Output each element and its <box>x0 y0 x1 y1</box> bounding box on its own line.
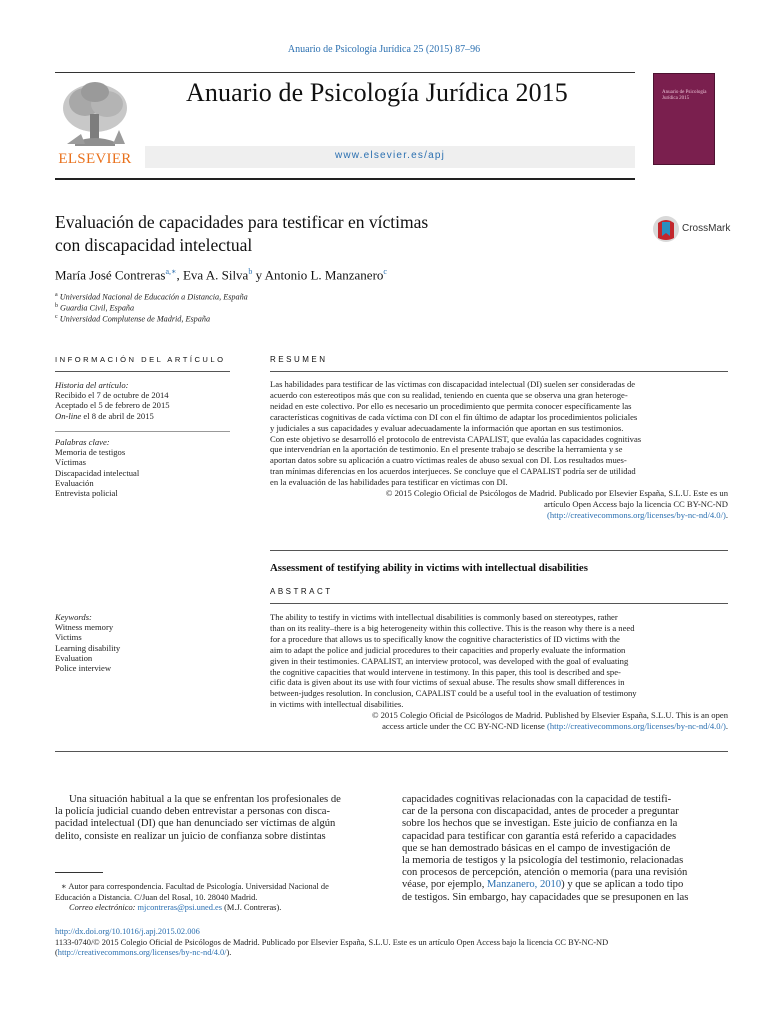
history-online-date: el 8 de abril de 2015 <box>81 410 154 421</box>
affiliation-text: Guardia Civil, España <box>60 303 135 313</box>
abstract-license-link[interactable]: (http://creativecommons.org/licenses/by-nc-nd/4.0/) <box>547 721 726 732</box>
body-line: pacidad intelectual (DI) que han denunciado ser víctimas de algún <box>55 818 336 830</box>
history-online <box>55 411 170 421</box>
resumen-line: neidad en este colectivo. Por ello es necesario un procedimiento que permita conocer específicamente las <box>270 400 632 411</box>
author-separator: , <box>176 267 183 283</box>
crossmark-icon <box>652 214 680 244</box>
history-received: Recibido el 7 de octubre de 2014 <box>55 390 169 401</box>
body-line: car de la persona con discapacidad, antes de proceder a preguntar <box>402 806 679 818</box>
resumen-rule <box>270 371 728 372</box>
keyword: Learning disability <box>55 642 121 653</box>
resumen-license-end: . <box>725 509 728 520</box>
keyword: Evaluación <box>55 477 94 488</box>
author-affiliation-marker[interactable]: a,∗ <box>165 267 177 276</box>
citation-suffix: ) y que se aplican a todo tipo <box>561 879 684 891</box>
abstract-line: The ability to testify in victims with intellectual disabilities is commonly based on stereotypes, rather <box>270 612 618 622</box>
abstract-license-text: access article under the CC BY-NC-ND license <box>382 721 547 732</box>
article-history <box>55 380 170 421</box>
resumen-license-link[interactable]: (http://creativecommons.org/licenses/by-nc-nd/4.0/) <box>547 509 726 520</box>
affiliation <box>55 314 210 324</box>
email-suffix: (M.J. Contreras). <box>222 903 282 912</box>
email-link[interactable]: mjcontreras@psi.uned.es <box>137 903 223 912</box>
abstract-section-rule <box>270 550 728 551</box>
abstract-line: given in their testimonies. CAPALIST, an interview protocol, was developed with the goal of evaluating <box>270 655 629 666</box>
resumen-line: aportan datos sobre su aplicación a cuatro víctimas reales de abuso sexual con DI. Los resultados mues- <box>270 455 627 466</box>
body-line: con procesos de percepción, atención o memoria (para una revisión <box>402 867 688 879</box>
author-affiliation-marker[interactable]: c <box>383 267 387 276</box>
affiliation <box>55 303 134 313</box>
info-divider <box>55 431 230 432</box>
body-left-column <box>55 794 380 843</box>
body-right-column <box>402 794 728 904</box>
email-label: Correo electrónico: <box>69 903 138 912</box>
resumen-line: acuerdo con estereotipos más que con su realidad, teniendo en cuenta que se observa una gran heteroge- <box>270 389 628 400</box>
citation-prefix: véase, por ejemplo, <box>402 879 488 891</box>
citation-link[interactable]: Manzanero, 2010 <box>487 879 562 891</box>
body-line <box>402 879 728 891</box>
article-title <box>55 211 428 257</box>
abstract-line: for a procedure that allows us to specifically know the cognitive characteristics of ID victims with the <box>270 633 620 644</box>
keyword: Víctimas <box>55 457 87 468</box>
journal-cover-thumbnail <box>653 73 715 165</box>
abstract-line: in victims with intellectual disabilities. <box>270 699 404 710</box>
resumen-line: que intervendrían en la aportación de testimonio. En el presente trabajo se describe la herramienta y se <box>270 444 623 455</box>
elsevier-wordmark: ELSEVIER <box>58 151 132 167</box>
body-line: de testigos. Sin embargo, hay capacidades que se presuponen en las <box>402 891 689 903</box>
author-name: Antonio L. Manzanero <box>264 267 384 283</box>
abstract-body <box>270 612 728 732</box>
resumen-line: tran mínimas diferencias en los acuerdos interjueces. Se concluye que el CAPALIST podría ser de utilidad <box>270 466 636 477</box>
header-bottom-rule <box>55 178 635 180</box>
body-line: capacidad para testificar con garantía está referido a capacidades <box>402 830 677 842</box>
resumen-license <box>270 510 728 521</box>
article-title-line-1: Evaluación de capacidades para testificar en víctimas <box>55 212 429 232</box>
author-separator: y <box>252 267 265 283</box>
history-accepted: Aceptado el 5 de febrero de 2015 <box>55 400 170 411</box>
affiliation-text: Universidad Complutense de Madrid, España <box>59 314 211 324</box>
affiliation-marker: b <box>55 303 58 309</box>
resumen-heading: RESUMEN <box>270 355 328 364</box>
footnote-line: ∗ Autor para correspondencia. Facultad de Psicología. Universidad Nacional de <box>61 882 329 891</box>
affiliation-text: Universidad Nacional de Educación a Distancia, España <box>59 292 248 302</box>
body-line: sobre los hechos que se investigan. Este juicio de confianza en la <box>402 818 678 830</box>
resumen-line: y judiciales a sus capacidades y evaluar adecuadamente la información que aportan en sus testimonios. <box>270 422 624 433</box>
author-list <box>55 267 387 283</box>
abstract-heading: ABSTRACT <box>270 587 333 596</box>
correspondence-footnote <box>55 882 385 914</box>
crossmark-label: CrossMark <box>682 223 731 234</box>
history-label: Historia del artículo: <box>55 380 129 390</box>
keyword: Witness memory <box>55 622 114 633</box>
abstract-bottom-rule <box>55 751 728 752</box>
abstract-copyright-2 <box>270 721 728 732</box>
keywords-es <box>55 437 139 498</box>
info-rule <box>55 371 230 372</box>
keywords-en-label: Keywords: <box>55 612 92 622</box>
abstract-line: than on its reality–there is a big heterogeneity within this collective. This is the reason why there is a need <box>270 622 635 633</box>
affiliation <box>55 292 248 302</box>
license-open: ( <box>55 948 58 957</box>
journal-url[interactable]: www.elsevier.es/apj <box>334 150 446 161</box>
article-info-heading: INFORMACIÓN DEL ARTÍCULO <box>55 355 226 364</box>
keyword: Entrevista policial <box>55 488 118 499</box>
author-affiliation-marker[interactable]: b <box>248 267 253 276</box>
author-name: María José Contreras <box>55 267 166 283</box>
resumen-line: en la evaluación de las habilidades para testificar en víctimas con DI. <box>270 477 508 488</box>
journal-title: Anuario de Psicología Jurídica 2015 <box>186 78 568 107</box>
resumen-line: Las habilidades para testificar de las víctimas con discapacidad intelectual (DI) suelen ser consideradas de <box>270 379 636 389</box>
resumen-body <box>270 379 728 521</box>
doi-link[interactable]: http://dx.doi.org/10.1016/j.apj.2015.02.006 <box>55 927 200 936</box>
abstract-rule <box>270 603 728 604</box>
resumen-copyright-2: artículo Open Access bajo la licencia CC BY-NC-ND <box>543 498 728 509</box>
footnote-line: Educación a Distancia. C/Juan del Rosal, 10. 28040 Madrid. <box>55 892 258 902</box>
doi-block <box>55 927 728 959</box>
body-line: delito, consiste en realizar un juicio de confianza sobre distintas <box>55 830 326 842</box>
header-top-rule <box>55 72 635 73</box>
body-line: Una situación habitual a la que se enfrentan los profesionales de <box>69 794 341 805</box>
issn-line: 1133-0740/© 2015 Colegio Oficial de Psicólogos de Madrid. Publicado por Elsevier España, S.L.U. Este es un artículo Open Access bajo la licencia CC BY-NC-ND <box>55 937 609 947</box>
journal-url-band <box>145 146 635 168</box>
history-online-prefix: On-line <box>55 410 82 421</box>
abstract-line: aim to adapt the police and judicial procedures to their capacities and properly evaluate the information <box>270 644 626 655</box>
body-line: capacidades cognitivas relacionadas con la capacidad de testifi- <box>402 794 672 805</box>
affiliation-marker: c <box>55 314 58 320</box>
abstract-line: the cognitive capacities that would intervene in testimony. In this paper, this tool is described and spe- <box>270 666 621 677</box>
keyword: Victims <box>55 632 82 643</box>
keyword: Discapacidad intelectual <box>55 467 140 478</box>
body-line: que se han demostrado básicas en el campo de investigación de <box>402 842 671 854</box>
body-line: la policía judicial cuando deben entrevistar a personas con disca- <box>55 806 331 818</box>
body-line: la memoria de testigos y la psicología del testimonio, relacionadas <box>402 855 684 867</box>
author-name: Eva A. Silva <box>182 267 249 283</box>
journal-reference[interactable]: Anuario de Psicología Jurídica 25 (2015) 87–96 <box>287 44 481 55</box>
keywords-es-label: Palabras clave: <box>55 437 110 447</box>
license-link[interactable]: http://creativecommons.org/licenses/by-nc-nd/4.0/ <box>57 948 227 957</box>
abstract-line: cific data is given about its use with four victims of sexual abuse. The results show small differences in <box>270 677 625 688</box>
keyword: Police interview <box>55 663 112 674</box>
resumen-line: Con este objetivo se desarrolló el protocolo de entrevista CAPALIST, que evalúa las capacidades cognitivas <box>270 433 642 444</box>
license-close: ). <box>226 948 232 957</box>
abstract-license-end: . <box>725 721 728 732</box>
keyword: Memoria de testigos <box>55 447 126 458</box>
keyword: Evaluation <box>55 652 93 663</box>
affiliation-marker: a <box>55 292 58 298</box>
keywords-en <box>55 612 120 673</box>
cover-title: Anuario de Psicología Jurídica 2015 <box>662 90 707 101</box>
crossmark-badge[interactable] <box>652 214 742 244</box>
article-title-line-2: con discapacidad intelectual <box>55 235 253 255</box>
resumen-copyright-1: © 2015 Colegio Oficial de Psicólogos de Madrid. Publicado por Elsevier España, S.L.U. Este es un <box>385 488 728 499</box>
footnote-rule <box>55 872 103 873</box>
english-title: Assessment of testifying ability in victims with intellectual disabilities <box>270 562 588 574</box>
abstract-copyright-1: © 2015 Colegio Oficial de Psicólogos de Madrid. Published by Elsevier España, S.L.U. This is an open <box>371 710 728 721</box>
abstract-line: between-judges resolution. In conclusion, CAPALIST could be a useful tool in the evaluation of testimony <box>270 688 637 699</box>
resumen-line: características cognitivas de cada víctima con DI con el fin último de adaptar los procedimientos policiales <box>270 411 638 422</box>
